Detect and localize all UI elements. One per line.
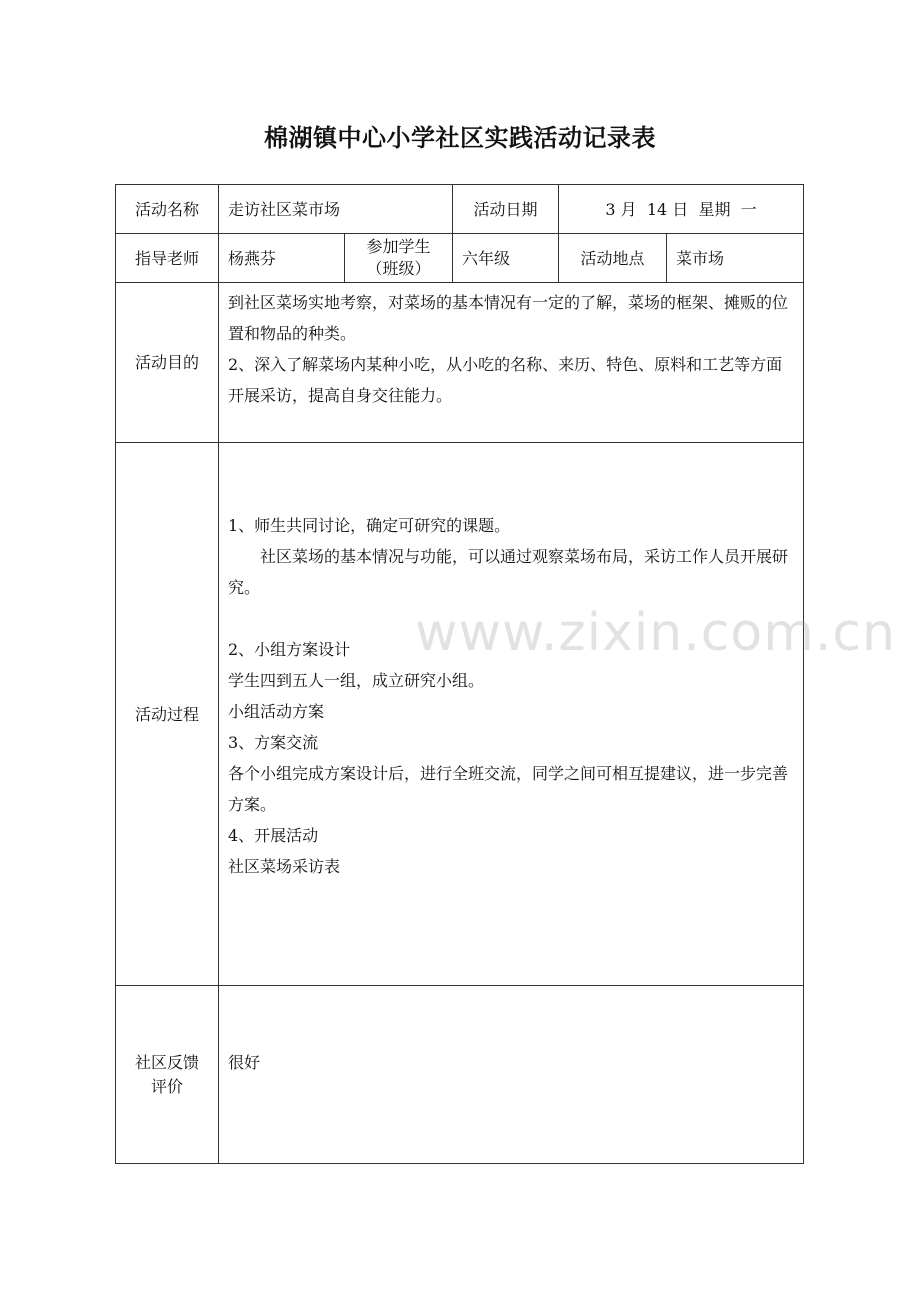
process-line-1: 1、师生共同讨论，确定可研究的课题。 <box>228 516 511 535</box>
process-line-3: 2、小组方案设计 <box>228 640 351 659</box>
activity-date-label: 活动日期 <box>453 185 559 234</box>
process-line-7: 各个小组完成方案设计后，进行全班交流，同学之间可相互提建议，进一步完善方案。 <box>228 764 789 814</box>
feedback-label-line1: 社区反馈 <box>134 1052 199 1072</box>
process-line-5: 小组活动方案 <box>228 702 325 721</box>
activity-place-label: 活动地点 <box>559 234 667 283</box>
document-title: 棉湖镇中心小学社区实践活动记录表 <box>264 124 656 152</box>
activity-record-table <box>115 184 804 1164</box>
teacher-value: 杨燕芬 <box>219 234 345 283</box>
process-line-2: 社区菜场的基本情况与功能，可以通过观察菜场布局，采访工作人员开展研究。 <box>228 547 789 597</box>
process-line-9: 社区菜场采访表 <box>228 857 341 876</box>
purpose-content <box>219 283 804 443</box>
teacher-label: 指导老师 <box>116 234 219 283</box>
activity-name-value: 走访社区菜市场 <box>219 185 453 234</box>
students-label-line2: （班级） <box>366 259 431 278</box>
feedback-value: 很好 <box>219 986 804 1164</box>
table-row-feedback <box>116 986 804 1164</box>
table-row-activity-name <box>116 185 804 234</box>
process-spacer <box>228 603 794 634</box>
process-line-4: 学生四到五人一组，成立研究小组。 <box>228 671 485 690</box>
process-line-6: 3、方案交流 <box>228 733 319 752</box>
table-row-process <box>116 443 804 986</box>
process-content <box>219 443 804 986</box>
process-label: 活动过程 <box>116 443 219 986</box>
purpose-line-2: 2、深入了解菜场内某种小吃，从小吃的名称、来历、特色、原料和工艺等方面开展采访，提高自身交往能力。 <box>228 355 783 405</box>
activity-date-value: 3 月 14 日 星期 一 <box>559 185 804 234</box>
watermark: www.zixin.com.cn <box>415 603 896 663</box>
students-label-line1: 参加学生 <box>366 237 431 256</box>
purpose-line-1: 到社区菜场实地考察，对菜场的基本情况有一定的了解，菜场的框架、摊贩的位置和物品的种类。 <box>228 293 789 343</box>
purpose-label: 活动目的 <box>116 283 219 443</box>
process-line-8: 4、开展活动 <box>228 826 319 845</box>
table-row-teacher <box>116 234 804 283</box>
table-row-purpose <box>116 283 804 443</box>
activity-name-label: 活动名称 <box>116 185 219 234</box>
feedback-label <box>116 986 219 1164</box>
students-value: 六年级 <box>453 234 559 283</box>
feedback-label-line2: 评价 <box>150 1076 183 1096</box>
students-label <box>345 234 453 283</box>
activity-place-value: 菜市场 <box>667 234 804 283</box>
